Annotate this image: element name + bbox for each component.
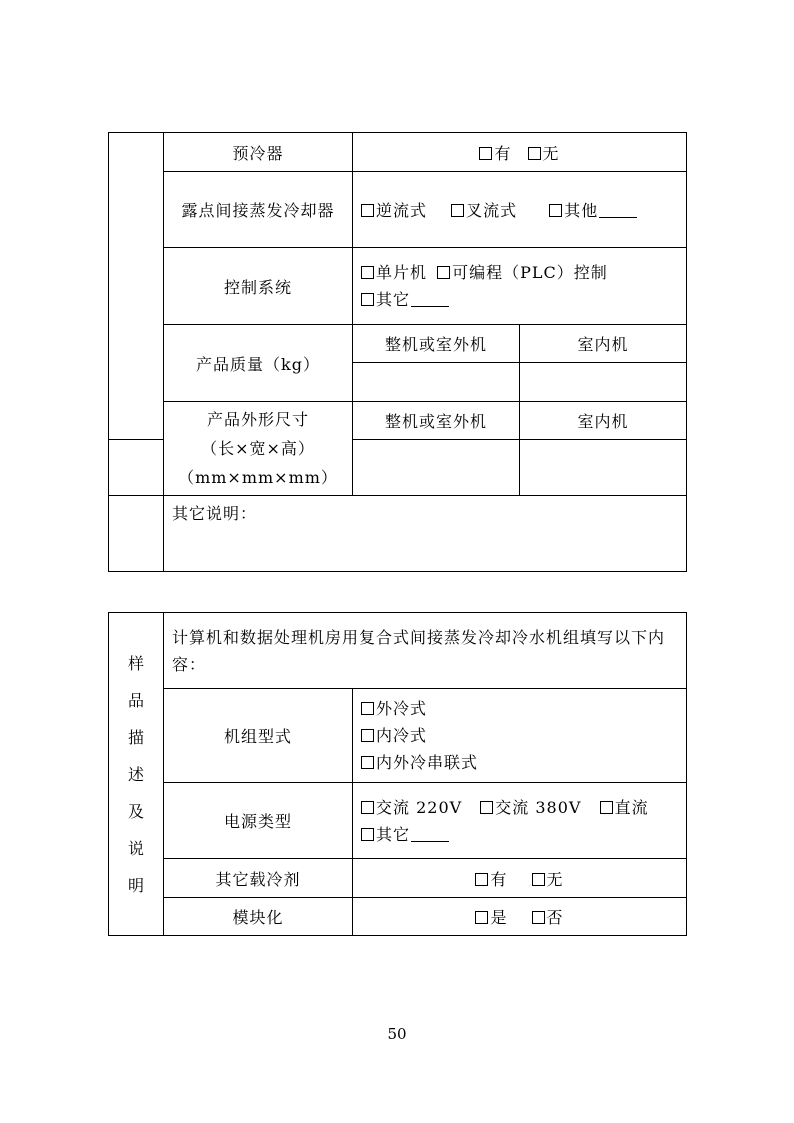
product-mass-label: 产品质量（kg）: [164, 325, 353, 402]
side-column-blank: [109, 496, 164, 572]
checkbox-icon[interactable]: [361, 266, 374, 279]
option-single-chip[interactable]: 单片机: [361, 259, 427, 286]
precooler-option-no[interactable]: 无: [528, 141, 560, 164]
option-yes[interactable]: 是: [475, 905, 507, 928]
checkbox-icon[interactable]: [361, 756, 374, 769]
other-refrigerant-options: [353, 859, 687, 898]
option-internal-cooling[interactable]: 内冷式: [361, 722, 427, 749]
option-dc[interactable]: 直流: [600, 794, 649, 821]
option-other[interactable]: 其它: [361, 821, 449, 848]
checkbox-icon[interactable]: [361, 729, 374, 742]
other-notes-field[interactable]: [164, 496, 687, 572]
checkbox-icon[interactable]: [451, 204, 464, 217]
checkbox-icon[interactable]: [600, 801, 613, 814]
unit-type-label: 机组型式: [164, 689, 353, 783]
option-series-cooling[interactable]: 内外冷串联式: [361, 749, 478, 776]
size-input-indoor[interactable]: [520, 440, 687, 496]
fill-blank[interactable]: [411, 827, 449, 842]
mass-header-indoor: 室内机: [520, 325, 687, 363]
sample-description-table: [108, 612, 687, 936]
unit-type-options: [353, 689, 687, 783]
other-notes-label: 其它说明：: [172, 504, 258, 523]
fill-blank[interactable]: [599, 203, 637, 218]
side-column-blank: [109, 440, 164, 496]
checkbox-icon[interactable]: [480, 801, 493, 814]
option-no[interactable]: 否: [532, 905, 564, 928]
precooler-label: 预冷器: [164, 133, 353, 172]
side-column-blank: [109, 133, 164, 440]
mass-input-outdoor[interactable]: [353, 363, 520, 402]
checkbox-icon[interactable]: [437, 266, 450, 279]
checkbox-icon[interactable]: [475, 873, 488, 886]
size-header-outdoor: 整机或室外机: [353, 402, 520, 440]
checkbox-icon[interactable]: [361, 702, 374, 715]
mass-input-indoor[interactable]: [520, 363, 687, 402]
checkbox-icon[interactable]: [361, 801, 374, 814]
option-counterflow[interactable]: 逆流式: [361, 198, 427, 221]
option-other[interactable]: 其他: [549, 198, 637, 221]
sample-description-table-continued: [108, 132, 687, 572]
intro-text: 计算机和数据处理机房用复合式间接蒸发冷却冷水机组填写以下内容：: [164, 613, 687, 689]
checkbox-icon[interactable]: [528, 147, 541, 160]
option-no[interactable]: 无: [532, 867, 564, 890]
precooler-options: [353, 133, 687, 172]
control-system-options: [353, 248, 687, 325]
option-crossflow[interactable]: 叉流式: [451, 198, 517, 221]
option-other[interactable]: 其它: [361, 286, 449, 313]
checkbox-icon[interactable]: [549, 204, 562, 217]
checkbox-icon[interactable]: [532, 873, 545, 886]
product-size-label: 产品外形尺寸 （长×宽×高） （mm×mm×mm）: [164, 402, 353, 496]
checkbox-icon[interactable]: [475, 911, 488, 924]
size-header-indoor: 室内机: [520, 402, 687, 440]
option-ac-380v[interactable]: 交流 380V: [480, 794, 581, 821]
option-plc[interactable]: 可编程（PLC）控制: [437, 259, 608, 286]
power-type-options: [353, 783, 687, 859]
modular-options: [353, 898, 687, 936]
checkbox-icon[interactable]: [361, 828, 374, 841]
fill-blank[interactable]: [411, 292, 449, 307]
option-ac-220v[interactable]: 交流 220V: [361, 794, 462, 821]
checkbox-icon[interactable]: [361, 293, 374, 306]
mass-header-outdoor: 整机或室外机: [353, 325, 520, 363]
sample-description-side-label: 样 品 描 述 及 说 明: [109, 613, 164, 936]
modular-label: 模块化: [164, 898, 353, 936]
page-number: 50: [387, 1025, 407, 1043]
dew-point-cooler-options: [353, 172, 687, 248]
dew-point-cooler-label: 露点间接蒸发冷却器: [164, 172, 353, 248]
checkbox-icon[interactable]: [532, 911, 545, 924]
option-external-cooling[interactable]: 外冷式: [361, 695, 427, 722]
checkbox-icon[interactable]: [479, 147, 492, 160]
power-type-label: 电源类型: [164, 783, 353, 859]
option-yes[interactable]: 有: [475, 867, 507, 890]
checkbox-icon[interactable]: [361, 204, 374, 217]
precooler-option-yes[interactable]: 有: [479, 141, 511, 164]
control-system-label: 控制系统: [164, 248, 353, 325]
size-input-outdoor[interactable]: [353, 440, 520, 496]
other-refrigerant-label: 其它载冷剂: [164, 859, 353, 898]
